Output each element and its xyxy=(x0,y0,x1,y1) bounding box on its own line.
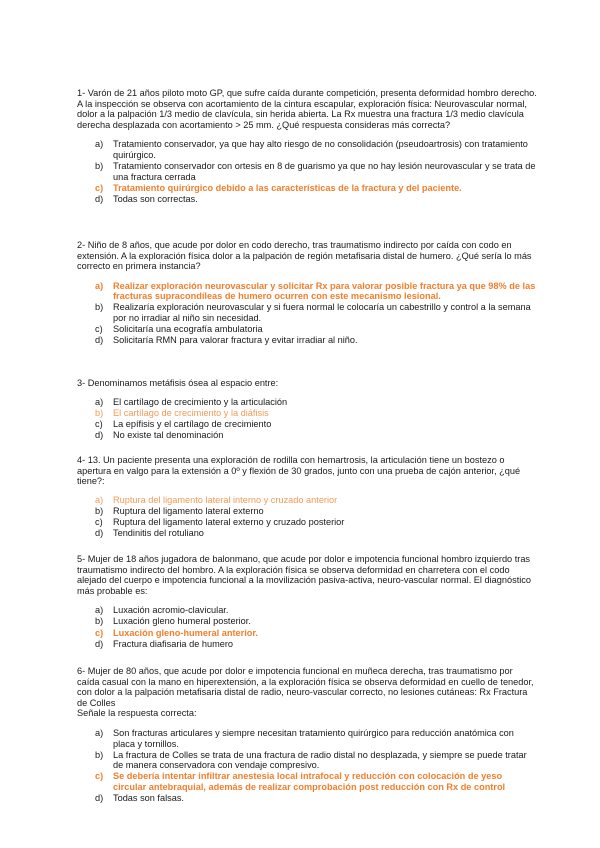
option-text: Ruptura del ligamento lateral externo y cruzado posterior xyxy=(113,516,345,527)
option-letter: a) xyxy=(95,139,104,150)
question-2 xyxy=(77,240,537,346)
option-text: Ruptura del ligamento lateral interno y cruzado anterior xyxy=(113,494,338,505)
question-1 xyxy=(77,88,537,205)
option-text: Tratamiento conservador, ya que hay alto riesgo de no consolidación (pseudoartrosis) con tratamiento quirúrgico. xyxy=(113,139,528,160)
option-text: Se debería intentar infiltrar anestesia local intrafocal y reducción con colocación de yeso circular antebraquial, además de realizar comprobación post reducción con Rx de control xyxy=(113,771,506,792)
option-text: Fractura diafisaria de humero xyxy=(113,638,234,649)
option-letter: b) xyxy=(95,302,104,313)
option-letter: a) xyxy=(95,280,104,291)
option-letter: a) xyxy=(95,605,104,616)
question-6 xyxy=(77,666,537,804)
option-c xyxy=(77,419,537,430)
option-letter: a) xyxy=(95,396,104,407)
option-letter: a) xyxy=(95,727,104,738)
option-a xyxy=(77,605,537,616)
option-letter: d) xyxy=(95,429,104,440)
question-stem: 2- Niño de 8 años, que acude por dolor en codo derecho, tras traumatismo indirecto por caída con codo en extensión. A la exploración física dolor a la palpación de región metafisaria distal de humero. ¿Qué sería lo más correcto en primera instancia? xyxy=(77,240,532,272)
option-b xyxy=(77,302,537,323)
option-letter: b) xyxy=(95,616,104,627)
option-c xyxy=(77,517,537,528)
question-stem: 4- 13. Un paciente presenta una exploración de rodilla con hemartrosis, la articulación tiene un bostezo o apertura en valgo para la extensión a 0º y flexión de 30 grados, junto con una prueba de cajón anterior, ¿qué tiene?: xyxy=(77,455,521,487)
question-stem: 6- Mujer de 80 años, que acude por dolor e impotencia funcional en muñeca derecha, tras traumatismo por caída casual con la mano en hiperextensión, a la exploración física se observa deformidad en cuello de tenedor, con dolor a la palpación metafisaria distal de radio, neuro-vascular correcto, no lesiones cutáneas: Rx Fractura de Colles xyxy=(77,666,534,708)
option-d xyxy=(77,528,537,539)
question-instruction: Señale la respuesta correcta: xyxy=(77,708,197,719)
option-c-correct xyxy=(77,771,537,792)
option-d xyxy=(77,430,537,441)
option-text: Solicitaría una ecografía ambulatoria xyxy=(113,324,263,335)
option-b xyxy=(77,616,537,627)
option-list xyxy=(77,495,537,539)
option-text: Luxación acromio-clavicular. xyxy=(113,605,229,616)
option-text: Tratamiento conservador con ortesis en 8 de guarismo ya que no hay lesión neurovascular y se trata de una fractura cerrada xyxy=(113,161,536,182)
option-letter: d) xyxy=(95,793,104,804)
option-text: El cartílago de crecimiento y la articulación xyxy=(113,396,288,407)
option-list xyxy=(77,728,537,804)
option-letter: b) xyxy=(95,749,104,760)
option-text: Ruptura del ligamento lateral externo xyxy=(113,505,264,516)
option-text: La epífisis y el cartílago de crecimiento xyxy=(113,418,272,429)
option-b xyxy=(77,161,537,182)
option-list xyxy=(77,605,537,649)
option-letter: d) xyxy=(95,638,104,649)
option-a-correct xyxy=(77,281,537,302)
option-d xyxy=(77,793,537,804)
option-b-correct xyxy=(77,408,537,419)
option-b xyxy=(77,506,537,517)
question-stem: 3- Denominamos metáfisis ósea al espacio entre: xyxy=(77,378,279,388)
option-letter: d) xyxy=(95,335,104,346)
option-text: Luxación gleno-humeral anterior. xyxy=(113,627,258,638)
option-text: Realizar exploración neurovascular y solicitar Rx para valorar posible fractura ya que 98% de las fracturas supracondíleas de humero ocurren con este mecanismo lesional. xyxy=(113,280,536,302)
option-letter: d) xyxy=(95,528,104,539)
option-text: Tendinitis del rotuliano xyxy=(113,528,204,539)
question-3 xyxy=(77,378,537,441)
option-letter: d) xyxy=(95,193,104,204)
option-letter: c) xyxy=(95,418,103,429)
option-letter: c) xyxy=(95,324,103,335)
option-a xyxy=(77,397,537,408)
option-letter: b) xyxy=(95,161,104,172)
option-letter: b) xyxy=(95,407,104,418)
option-text: Son fracturas articulares y siempre necesitan tratamiento quirúrgico para reducción anatómica con placa y tornillos. xyxy=(113,727,514,749)
option-letter: b) xyxy=(95,505,104,516)
option-text: Todas son correctas. xyxy=(113,193,198,204)
option-text: Todas son falsas. xyxy=(113,793,184,804)
option-c-correct xyxy=(77,183,537,194)
option-b xyxy=(77,750,537,771)
question-5 xyxy=(77,554,537,650)
option-text: Realizaría exploración neurovascular y si fuera normal le colocaría un cabestrillo y control a la semana por no irradiar al niño sin necesidad. xyxy=(113,302,531,324)
option-text: No existe tal denominación xyxy=(113,429,224,440)
option-text: Luxación gleno humeral posterior. xyxy=(113,616,251,627)
option-d xyxy=(77,335,537,346)
option-letter: a) xyxy=(95,494,104,505)
option-d xyxy=(77,639,537,650)
option-d xyxy=(77,194,537,205)
option-list xyxy=(77,397,537,441)
option-a xyxy=(77,728,537,749)
option-a-correct xyxy=(77,495,537,506)
option-list xyxy=(77,281,537,346)
option-a xyxy=(77,139,537,160)
option-letter: c) xyxy=(95,627,104,638)
question-4 xyxy=(77,455,537,539)
question-stem: 5- Mujer de 18 años jugadora de balonmano, que acude por dolor e impotencia funcional hombro izquierdo tras traumatismo indirecto del hombro. A la exploración física se observa deformidad en charretera con el codo alejado del cuerpo e impotencia funcional a la movilización pasiva-activa, neuro-vascular normal. El diagnóstico más probable es: xyxy=(77,554,532,596)
option-letter: c) xyxy=(95,516,103,527)
option-text: El cartílago de crecimiento y la diáfisis xyxy=(113,407,269,418)
option-letter: c) xyxy=(95,182,104,193)
option-letter: c) xyxy=(95,771,104,782)
option-c-correct xyxy=(77,628,537,639)
option-list xyxy=(77,139,537,204)
question-stem: 1- Varón de 21 años piloto moto GP, que sufre caída durante competición, presenta deformidad hombro derecho. A la inspección se observa con acortamiento de la cintura escapular, exploración física: Neurovascular normal, dolor a la palpación 1/3 medio de clavícula, sin herida abierta. La Rx muestra una fractura 1/3 medio clavícula derecha desplazada con acortamiento > 25 mm. ¿Qué respuesta consideras más correcta? xyxy=(77,88,537,130)
option-text: La fractura de Colles se trata de una fractura de radio distal no desplazada, y siempre se puede tratar de manera conservadora con vendaje compresivo. xyxy=(113,749,527,771)
option-text: Tratamiento quirúrgico debido a las características de la fractura y del paciente. xyxy=(113,182,462,193)
option-c xyxy=(77,324,537,335)
option-text: Solicitaría RMN para valorar fractura y evitar irradiar al niño. xyxy=(113,335,358,346)
